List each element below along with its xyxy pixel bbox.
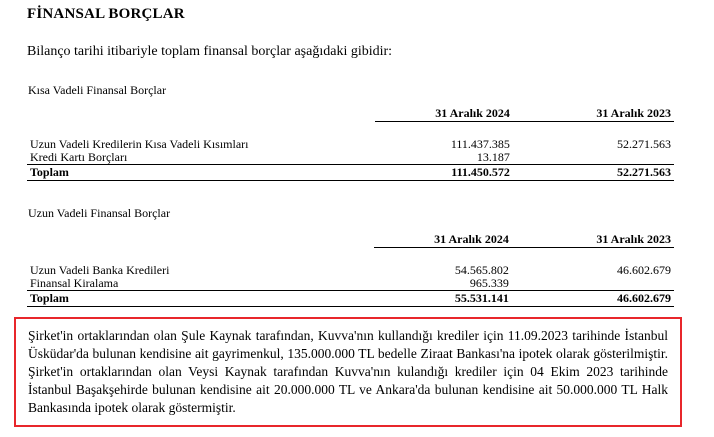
row-label: Finansal Kiralama <box>30 276 119 290</box>
short-term-table <box>27 105 674 181</box>
table-row <box>27 277 674 291</box>
row-value-2023 <box>512 277 674 291</box>
row-label: Uzun Vadeli Kredilerin Kısa Vadeli Kısımları <box>30 137 249 151</box>
long-term-title: Uzun Vadeli Finansal Borçlar <box>28 206 171 220</box>
row-value-2023: 46.602.679 <box>617 263 671 277</box>
total-value-2023: 52.271.563 <box>513 165 674 181</box>
row-value-2024: 111.437.385 <box>450 137 510 151</box>
row-value-2024: 54.565.802 <box>454 263 509 277</box>
table-row <box>27 264 674 277</box>
total-value-2024: 55.531.141 <box>374 291 512 307</box>
table-row <box>27 151 674 165</box>
row-value-2024: 13.187 <box>476 150 510 164</box>
row-label: Kredi Kartı Borçları <box>30 150 128 164</box>
short-term-title: Kısa Vadeli Finansal Borçlar <box>28 83 167 97</box>
short-term-col-2023: 31 Aralık 2023 <box>513 105 674 122</box>
row-label: Uzun Vadeli Banka Kredileri <box>30 263 170 277</box>
short-term-header-row <box>27 105 674 122</box>
page-heading: FİNANSAL BORÇLAR <box>27 6 185 22</box>
highlighted-note-box <box>14 317 682 427</box>
long-term-col-2023: 31 Aralık 2023 <box>512 231 674 248</box>
total-value-2023: 46.602.679 <box>512 291 674 307</box>
row-value-2023: 52.271.563 <box>617 137 671 151</box>
row-value-2023 <box>513 151 674 165</box>
long-term-header-row <box>27 231 674 248</box>
total-label: Toplam <box>27 291 374 307</box>
note-text: Şirket'in ortaklarından olan Şule Kaynak tarafından, Kuvva'nın kullandığı krediler için 11.09.2023 tarihinde İstanbul Üsküdar'da bulunan kendisine ait gayrimenkul, 135.000.000 TL bedelle Ziraat Bankası'na ipotek olarak gösterilmiştir. Şirket'in ortaklarından olan Veysi Kaynak tarafından Kuvva'nın kulandığı krediler için 04 Ekim 2023 tarihinde İstanbul Başakşehirde bulunan kendisine ait 20.000.000 TL ve Ankara'da bulunan kendisine ait 50.000.000 TL Halk Bankasında ipotek olarak göstermiştir. <box>28 328 668 415</box>
long-term-col-2024: 31 Aralık 2024 <box>374 231 512 248</box>
row-value-2024: 965.339 <box>469 276 509 290</box>
long-term-table <box>27 231 674 307</box>
total-row <box>27 291 674 307</box>
total-value-2024: 111.450.572 <box>375 165 513 181</box>
total-row <box>27 165 674 181</box>
short-term-col-2024: 31 Aralık 2024 <box>375 105 513 122</box>
total-label: Toplam <box>27 165 375 181</box>
intro-text: Bilanço tarihi itibariyle toplam finansal borçlar aşağıdaki gibidir: <box>27 44 393 59</box>
